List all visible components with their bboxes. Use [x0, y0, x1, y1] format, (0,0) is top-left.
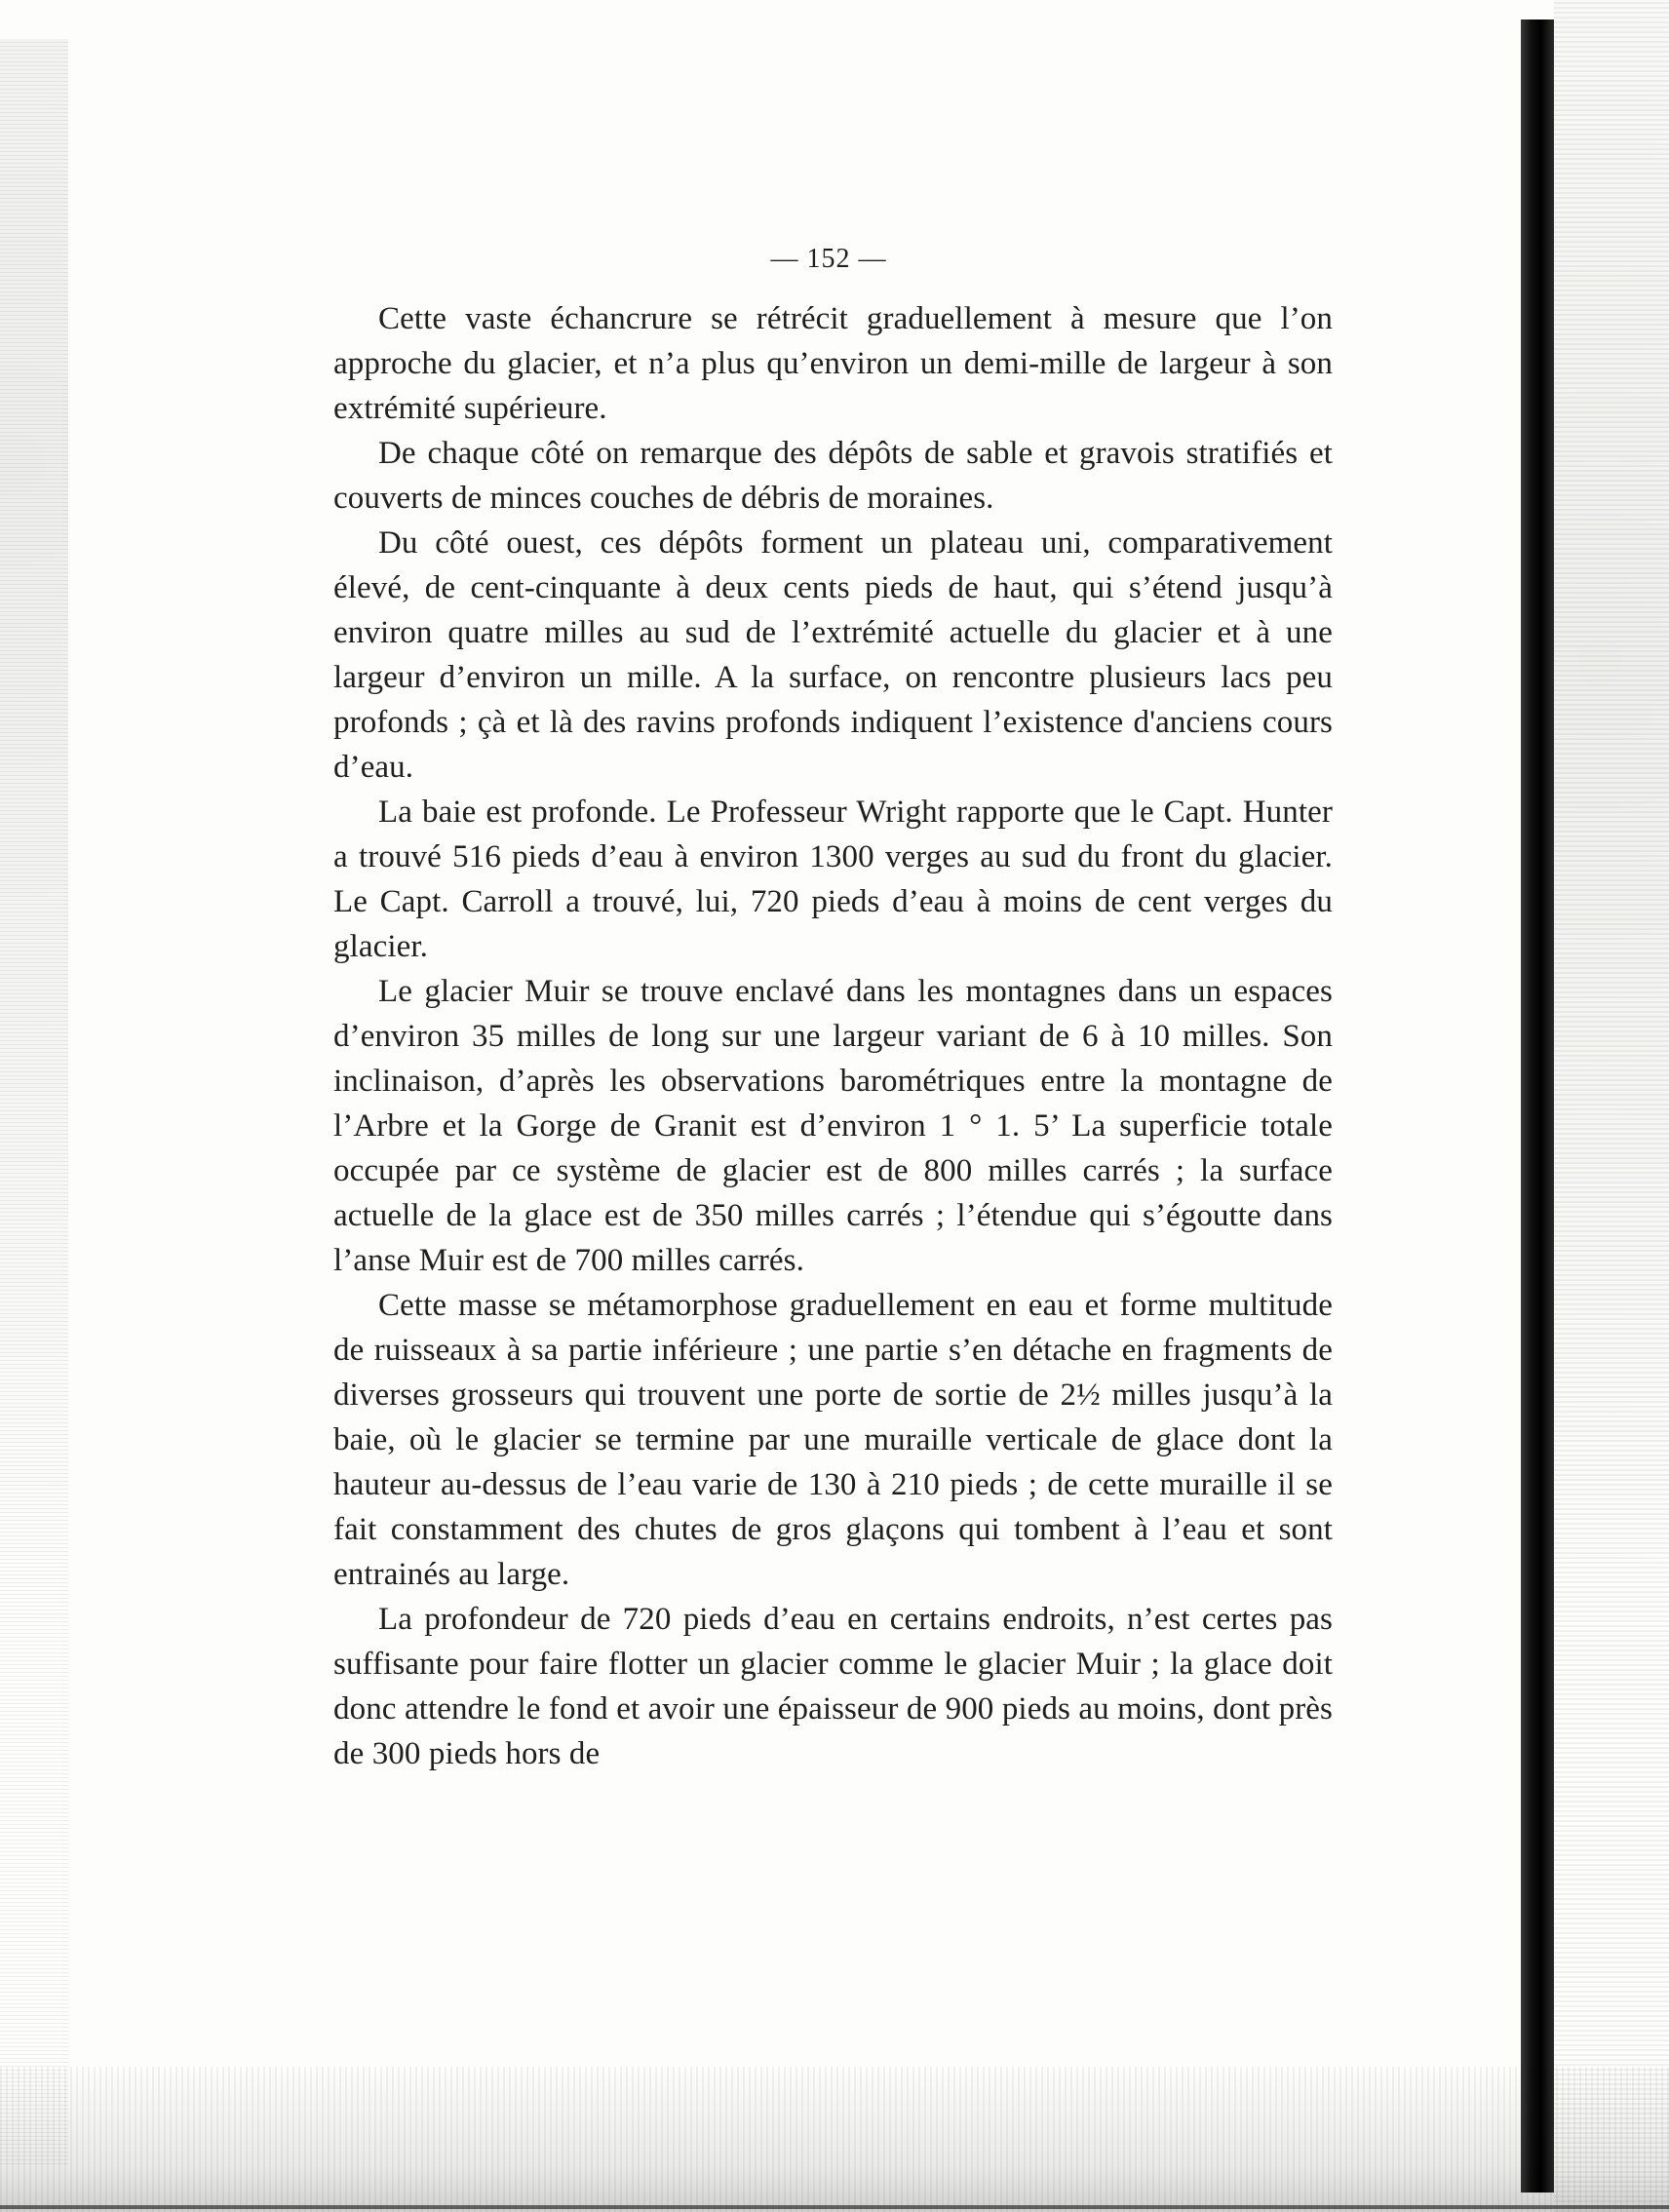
paragraph-1: [333, 296, 1333, 431]
paragraph-text: La profondeur de 720 pieds d’eau en certains endroits, n’est certes pas suffisante pour faire flotter un glacier comme le glacier Muir ; la glace doit donc attendre le fond et avoir une épaisseur de 900 pieds au moins, dont près de 300 pieds hors de: [333, 1602, 1333, 1771]
paragraph-text: Du côté ouest, ces dépôts forment un plateau uni, comparativement élevé, de cent-cinquante à deux cents pieds de haut, qui s’étend jusqu’à environ quatre milles au sud de l’extrémité actuelle du glacier et à une largeur d’environ un mille. A la surface, on rencontre plusieurs lacs peu profonds ; çà et là des ravins profonds indiquent l’existence d'anciens cours d’eau.: [333, 525, 1333, 785]
paragraph-2: [333, 431, 1333, 521]
paragraph-text: Cette masse se métamorphose graduellement en eau et forme multitude de ruisseaux à sa partie inférieure ; une partie s’en détache en fragments de diverses grosseurs qui trouvent une porte de sortie de 2½ milles jusqu’à la baie, où le glacier se termine par une muraille verticale de glace dont la hauteur au-dessus de l’eau varie de 130 à 210 pieds ; de cette muraille il se fait constamment des chutes de gros glaçons qui tombent à l’eau et sont entrainés au large.: [333, 1288, 1333, 1592]
binding-shadow-bar: [1521, 19, 1554, 2193]
paragraph-7: [333, 1597, 1333, 1776]
paragraph-5: [333, 969, 1333, 1283]
paragraph-text: Cette vaste échancrure se rétrécit graduellement à mesure que l’on approche du glacier, et n’a plus qu’environ un demi-mille de largeur à son extrémité supérieure.: [333, 301, 1333, 426]
paragraph-3: [333, 521, 1333, 790]
paragraph-text: Le glacier Muir se trouve enclavé dans les montagnes dans un espaces d’environ 35 milles de long sur une largeur variant de 6 à 10 milles. Son inclinaison, d’après les observations barométriques entre la montagne de l’Arbre et la Gorge de Granit est d’environ 1 ° 1. 5’ La superficie totale occupée par ce système de glacier est de 800 milles carrés ; la surface actuelle de la glace est de 350 milles carrés ; l’étendue qui s’égoutte dans l’anse Muir est de 700 milles carrés.: [333, 974, 1333, 1278]
scan-bottom-edge: [0, 2067, 1669, 2212]
paragraph-6: [333, 1283, 1333, 1597]
scan-right-edge: [1554, 0, 1669, 2212]
paragraph-4: [333, 790, 1333, 969]
scan-left-edge: [0, 39, 68, 2164]
scan-bottom-line: [0, 2205, 1669, 2209]
main-text-block: [333, 296, 1333, 1776]
page-number: — 152 —: [770, 244, 887, 274]
paragraph-text: La baie est profonde. Le Professeur Wright rapporte que le Capt. Hunter a trouvé 516 pieds d’eau à environ 1300 verges au sud du front du glacier. Le Capt. Carroll a trouvé, lui, 720 pieds d’eau à moins de cent verges du glacier.: [333, 795, 1333, 964]
paragraph-text: De chaque côté on remarque des dépôts de sable et gravois stratifiés et couverts de minces couches de débris de moraines.: [333, 436, 1333, 516]
